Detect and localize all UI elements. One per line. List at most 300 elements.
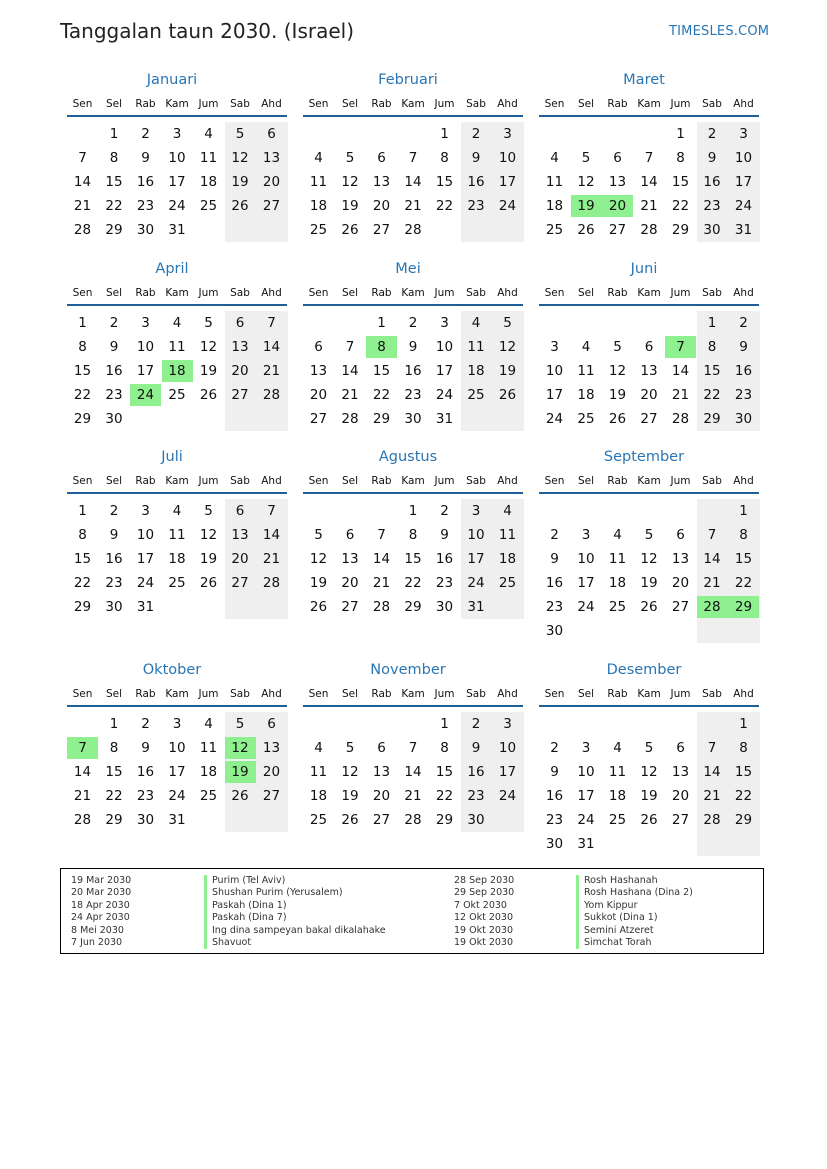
day-cell: 25 (545, 222, 564, 238)
holiday-day-cell: 7 (67, 737, 98, 759)
day-cell: 6 (644, 339, 654, 355)
header-rule (539, 304, 759, 306)
legend-date: 12 Okt 2030 (454, 912, 514, 924)
day-cell: 16 (467, 174, 485, 190)
weekday-header: Jum (434, 475, 455, 487)
weekday-header: Rab (135, 98, 156, 110)
day-cell: 3 (440, 315, 449, 331)
weekday-header: Sel (341, 98, 359, 110)
header-rule (67, 705, 287, 707)
weekday-header: Kam (637, 287, 661, 299)
day-cell: 19 (341, 788, 359, 804)
day-cell: 1 (707, 315, 717, 331)
day-cell: 5 (644, 740, 654, 756)
day-cell: 13 (262, 150, 281, 166)
day-cell: 23 (467, 788, 485, 804)
day-cell: 13 (372, 174, 391, 190)
day-cell: 7 (345, 339, 355, 355)
weekday-header: Jum (434, 688, 455, 700)
weekday-header: Sel (341, 475, 359, 487)
day-cell: 17 (734, 174, 753, 190)
month-title: April (155, 261, 189, 277)
day-cell: 24 (435, 387, 454, 403)
day-cell: 16 (545, 575, 564, 591)
day-cell: 1 (109, 716, 119, 732)
holiday-day-cell: 18 (162, 360, 193, 382)
day-cell: 17 (435, 363, 454, 379)
weekday-header: Rab (607, 287, 628, 299)
legend-date: 24 Apr 2030 (71, 912, 130, 924)
header-rule (303, 705, 523, 707)
weekday-header: Jum (434, 287, 455, 299)
day-cell: 29 (105, 812, 123, 828)
day-cell: 17 (136, 363, 155, 379)
legend-column-left (71, 875, 451, 949)
day-cell: 22 (734, 575, 753, 591)
day-cell: 2 (141, 716, 150, 732)
day-cell: 31 (734, 222, 753, 238)
day-cell: 25 (168, 387, 186, 403)
header-rule (303, 115, 523, 117)
day-cell: 22 (435, 198, 454, 214)
legend-row (71, 887, 451, 899)
holiday-day-cell: 19 (571, 195, 602, 217)
day-cell: 7 (408, 740, 418, 756)
day-cell: 13 (341, 551, 359, 567)
holiday-day-cell: 24 (130, 384, 161, 406)
weekday-header: Rab (607, 98, 628, 110)
weekday-header: Sab (702, 98, 722, 110)
month-title: Oktober (142, 662, 202, 678)
day-cell: 9 (550, 551, 559, 567)
day-cell: 2 (471, 716, 481, 732)
day-cell: 11 (309, 764, 328, 780)
legend-holiday-name: Shavuot (204, 937, 251, 949)
legend-holiday-name: Rosh Hashanah (576, 875, 658, 887)
weekday-header: Ahd (261, 98, 282, 110)
legend-row (71, 875, 451, 887)
day-cell: 19 (640, 575, 658, 591)
weekday-header: Kam (401, 688, 425, 700)
day-cell: 31 (435, 411, 454, 427)
day-cell: 16 (105, 363, 123, 379)
day-cell: 8 (440, 740, 449, 756)
legend-holiday-name: Semini Atzeret (576, 925, 654, 937)
day-cell: 22 (105, 198, 123, 214)
legend-date: 19 Mar 2030 (71, 875, 132, 886)
day-cell: 11 (467, 339, 485, 355)
day-cell: 3 (550, 339, 559, 355)
day-cell: 28 (372, 599, 391, 615)
day-cell: 8 (739, 740, 748, 756)
day-cell: 27 (262, 198, 281, 214)
day-cell: 22 (703, 387, 721, 403)
day-cell: 1 (676, 126, 685, 142)
day-cell: 10 (577, 551, 595, 567)
day-cell: 25 (168, 575, 186, 591)
day-cell: 5 (345, 740, 355, 756)
weekday-header: Sen (72, 287, 93, 299)
day-cell: 2 (739, 315, 748, 331)
weekday-header: Sab (466, 98, 486, 110)
day-cell: 24 (734, 198, 753, 214)
day-cell: 26 (498, 387, 517, 403)
day-cell: 16 (404, 363, 422, 379)
day-cell: 20 (671, 788, 690, 804)
day-cell: 17 (498, 174, 517, 190)
legend-row (71, 900, 451, 912)
day-cell: 6 (676, 740, 685, 756)
day-cell: 31 (136, 599, 155, 615)
holiday-legend (60, 868, 764, 954)
legend-row (71, 912, 451, 924)
day-cell: 18 (498, 551, 517, 567)
day-cell: 27 (231, 575, 249, 591)
month-title: Februari (378, 72, 438, 88)
legend-holiday-name: Rosh Hashana (Dina 2) (576, 887, 693, 899)
legend-row (454, 912, 754, 924)
weekday-header: Jum (198, 475, 219, 487)
day-cell: 10 (577, 764, 595, 780)
day-cell: 24 (498, 788, 517, 804)
day-cell: 1 (78, 503, 87, 519)
legend-date: 28 Sep 2030 (454, 875, 515, 886)
legend-date: 7 Okt 2030 (454, 899, 507, 911)
day-cell: 4 (503, 503, 512, 519)
day-cell: 20 (262, 174, 281, 190)
weekday-header: Kam (401, 98, 425, 110)
day-cell: 10 (435, 339, 454, 355)
holiday-day-cell: 29 (728, 596, 759, 618)
legend-row (454, 875, 754, 887)
day-cell: 25 (498, 575, 517, 591)
day-cell: 13 (372, 764, 391, 780)
day-cell: 14 (262, 339, 281, 355)
day-cell: 28 (703, 812, 721, 828)
weekday-header: Ahd (733, 98, 754, 110)
day-cell: 5 (204, 503, 213, 519)
day-cell: 10 (168, 740, 186, 756)
day-cell: 1 (440, 126, 449, 142)
day-cell: 29 (703, 411, 721, 427)
day-cell: 26 (231, 788, 249, 804)
holiday-day-cell: 8 (366, 336, 397, 358)
weekday-header: Sel (105, 475, 123, 487)
day-cell: 21 (73, 198, 92, 214)
day-cell: 15 (435, 764, 454, 780)
day-cell: 26 (640, 599, 658, 615)
day-cell: 8 (408, 527, 418, 543)
day-cell: 21 (703, 788, 721, 804)
day-cell: 24 (168, 788, 186, 804)
weekday-header: Kam (165, 688, 189, 700)
day-cell: 23 (136, 198, 155, 214)
day-cell: 6 (377, 150, 386, 166)
day-cell: 2 (408, 315, 418, 331)
day-cell: 26 (341, 812, 359, 828)
day-cell: 14 (703, 764, 721, 780)
day-cell: 11 (498, 527, 517, 543)
month-title: Mei (395, 261, 421, 277)
day-cell: 27 (262, 788, 281, 804)
legend-row (454, 925, 754, 937)
day-cell: 16 (734, 363, 753, 379)
day-cell: 15 (73, 551, 92, 567)
day-cell: 13 (231, 339, 249, 355)
day-cell: 12 (640, 551, 658, 567)
day-cell: 17 (467, 551, 485, 567)
day-cell: 1 (109, 126, 119, 142)
header-rule (539, 492, 759, 494)
day-cell: 28 (262, 387, 281, 403)
weekday-header: Sab (230, 287, 250, 299)
weekday-header: Ahd (497, 688, 518, 700)
page-title: Tanggalan taun 2030. (Israel) (60, 19, 355, 43)
day-cell: 3 (503, 716, 512, 732)
weekday-header: Sel (577, 98, 595, 110)
day-cell: 29 (734, 812, 753, 828)
day-cell: 11 (168, 339, 186, 355)
weekday-header: Ahd (497, 475, 518, 487)
day-cell: 28 (262, 575, 281, 591)
day-cell: 18 (199, 174, 218, 190)
day-cell: 10 (136, 339, 155, 355)
day-cell: 14 (73, 764, 92, 780)
day-cell: 27 (608, 222, 627, 238)
day-cell: 22 (105, 788, 123, 804)
day-cell: 12 (577, 174, 595, 190)
day-cell: 23 (545, 812, 564, 828)
day-cell: 7 (267, 315, 276, 331)
day-cell: 6 (314, 339, 323, 355)
day-cell: 16 (703, 174, 721, 190)
day-cell: 24 (136, 575, 155, 591)
header-rule (67, 304, 287, 306)
day-cell: 26 (640, 812, 658, 828)
day-cell: 18 (545, 198, 564, 214)
day-cell: 2 (471, 126, 481, 142)
day-cell: 25 (309, 222, 328, 238)
day-cell: 10 (498, 150, 517, 166)
day-cell: 9 (739, 339, 748, 355)
day-cell: 9 (141, 150, 150, 166)
weekday-header: Ahd (261, 475, 282, 487)
legend-date: 20 Mar 2030 (71, 887, 132, 899)
day-cell: 6 (345, 527, 355, 543)
day-cell: 17 (168, 764, 186, 780)
day-cell: 11 (577, 363, 595, 379)
day-cell: 2 (707, 126, 717, 142)
day-cell: 17 (498, 764, 517, 780)
day-cell: 20 (341, 575, 359, 591)
day-cell: 4 (204, 126, 213, 142)
day-cell: 23 (136, 788, 155, 804)
day-cell: 25 (309, 812, 328, 828)
legend-date: 29 Sep 2030 (454, 887, 515, 899)
day-cell: 19 (199, 363, 218, 379)
day-cell: 15 (404, 551, 422, 567)
brand-logo[interactable]: TIMESLES.COM (669, 24, 770, 39)
day-cell: 13 (231, 527, 249, 543)
day-cell: 26 (608, 411, 627, 427)
day-cell: 20 (372, 198, 391, 214)
weekday-header: Jum (434, 98, 455, 110)
day-cell: 3 (581, 740, 591, 756)
day-cell: 1 (78, 315, 87, 331)
weekday-header: Sab (466, 287, 486, 299)
day-cell: 19 (341, 198, 359, 214)
day-cell: 6 (613, 150, 622, 166)
weekday-header: Ahd (733, 475, 754, 487)
legend-date: 18 Apr 2030 (71, 899, 130, 911)
day-cell: 9 (109, 527, 119, 543)
day-cell: 30 (136, 222, 155, 238)
weekday-header: Ahd (497, 98, 518, 110)
day-cell: 19 (498, 363, 517, 379)
day-cell: 26 (309, 599, 328, 615)
day-cell: 30 (467, 812, 485, 828)
legend-holiday-name: Simchat Torah (576, 937, 651, 949)
day-cell: 21 (404, 788, 422, 804)
day-cell: 16 (545, 788, 564, 804)
weekday-header: Rab (135, 475, 156, 487)
day-cell: 2 (109, 315, 119, 331)
day-cell: 5 (345, 150, 355, 166)
day-cell: 9 (440, 527, 449, 543)
weekday-header: Sel (105, 688, 123, 700)
day-cell: 30 (703, 222, 721, 238)
day-cell: 7 (707, 527, 717, 543)
day-cell: 31 (168, 812, 186, 828)
day-cell: 28 (671, 411, 690, 427)
weekday-header: Sen (308, 287, 329, 299)
legend-holiday-name: Shushan Purim (Yerusalem) (204, 887, 343, 899)
day-cell: 29 (671, 222, 690, 238)
day-cell: 22 (435, 788, 454, 804)
day-cell: 30 (404, 411, 422, 427)
day-cell: 4 (613, 527, 622, 543)
day-cell: 15 (105, 764, 123, 780)
day-cell: 9 (408, 339, 418, 355)
day-cell: 2 (550, 527, 559, 543)
month-title: November (370, 662, 446, 678)
day-cell: 24 (168, 198, 186, 214)
weekday-header: Sen (544, 475, 565, 487)
weekday-header: Rab (371, 688, 392, 700)
legend-date: 8 Mei 2030 (71, 924, 124, 936)
weekday-header: Kam (165, 475, 189, 487)
day-cell: 6 (267, 716, 276, 732)
weekday-header: Sab (702, 475, 722, 487)
legend-row (71, 937, 451, 949)
day-cell: 21 (703, 575, 721, 591)
legend-row (454, 887, 754, 899)
holiday-day-cell: 20 (602, 195, 633, 217)
weekday-header: Sen (72, 475, 93, 487)
day-cell: 3 (172, 716, 182, 732)
day-cell: 7 (78, 150, 87, 166)
weekday-header: Sab (230, 688, 250, 700)
day-cell: 14 (341, 363, 359, 379)
day-cell: 4 (581, 339, 591, 355)
day-cell: 12 (498, 339, 517, 355)
day-cell: 27 (640, 411, 658, 427)
day-cell: 27 (309, 411, 328, 427)
day-cell: 11 (545, 174, 564, 190)
weekday-header: Sel (105, 98, 123, 110)
header-rule (303, 492, 523, 494)
day-cell: 20 (671, 575, 690, 591)
day-cell: 8 (676, 150, 685, 166)
legend-holiday-name: Yom Kippur (576, 900, 637, 912)
day-cell: 16 (136, 174, 155, 190)
day-cell: 7 (644, 150, 654, 166)
day-cell: 19 (231, 174, 249, 190)
day-cell: 12 (341, 764, 359, 780)
legend-column-right (454, 875, 754, 949)
weekday-header: Sel (341, 688, 359, 700)
weekday-header: Kam (637, 688, 661, 700)
day-cell: 7 (707, 740, 717, 756)
day-cell: 3 (581, 527, 591, 543)
day-cell: 27 (372, 812, 391, 828)
weekday-header: Rab (607, 688, 628, 700)
day-cell: 9 (707, 150, 717, 166)
day-cell: 16 (435, 551, 454, 567)
weekday-header: Kam (401, 287, 425, 299)
legend-date: 19 Okt 2030 (454, 936, 514, 948)
day-cell: 24 (545, 411, 564, 427)
day-cell: 8 (78, 339, 87, 355)
day-cell: 22 (404, 575, 422, 591)
header-rule (539, 705, 759, 707)
day-cell: 2 (550, 740, 559, 756)
weekday-header: Sab (466, 688, 486, 700)
day-cell: 14 (640, 174, 658, 190)
day-cell: 18 (577, 387, 595, 403)
day-cell: 30 (734, 411, 753, 427)
legend-holiday-name: Paskah (Dina 7) (204, 912, 287, 924)
day-cell: 15 (105, 174, 123, 190)
weekday-header: Jum (670, 688, 691, 700)
day-cell: 30 (105, 599, 123, 615)
day-cell: 12 (199, 527, 218, 543)
weekday-header: Jum (198, 98, 219, 110)
holiday-day-cell: 7 (665, 336, 696, 358)
weekday-header: Jum (670, 475, 691, 487)
day-cell: 31 (168, 222, 186, 238)
day-cell: 5 (644, 527, 654, 543)
day-cell: 27 (671, 599, 690, 615)
day-cell: 16 (136, 764, 155, 780)
day-cell: 26 (199, 387, 218, 403)
month-title: Agustus (378, 449, 438, 465)
day-cell: 10 (545, 363, 564, 379)
day-cell: 13 (262, 740, 281, 756)
day-cell: 9 (109, 339, 119, 355)
day-cell: 2 (141, 126, 150, 142)
legend-holiday-name: Paskah (Dina 1) (204, 900, 287, 912)
day-cell: 5 (581, 150, 591, 166)
day-cell: 27 (372, 222, 391, 238)
day-cell: 4 (204, 716, 213, 732)
weekday-header: Jum (670, 98, 691, 110)
day-cell: 18 (608, 575, 627, 591)
weekday-header: Ahd (733, 287, 754, 299)
day-cell: 8 (78, 527, 87, 543)
day-cell: 9 (471, 150, 481, 166)
day-cell: 15 (435, 174, 454, 190)
